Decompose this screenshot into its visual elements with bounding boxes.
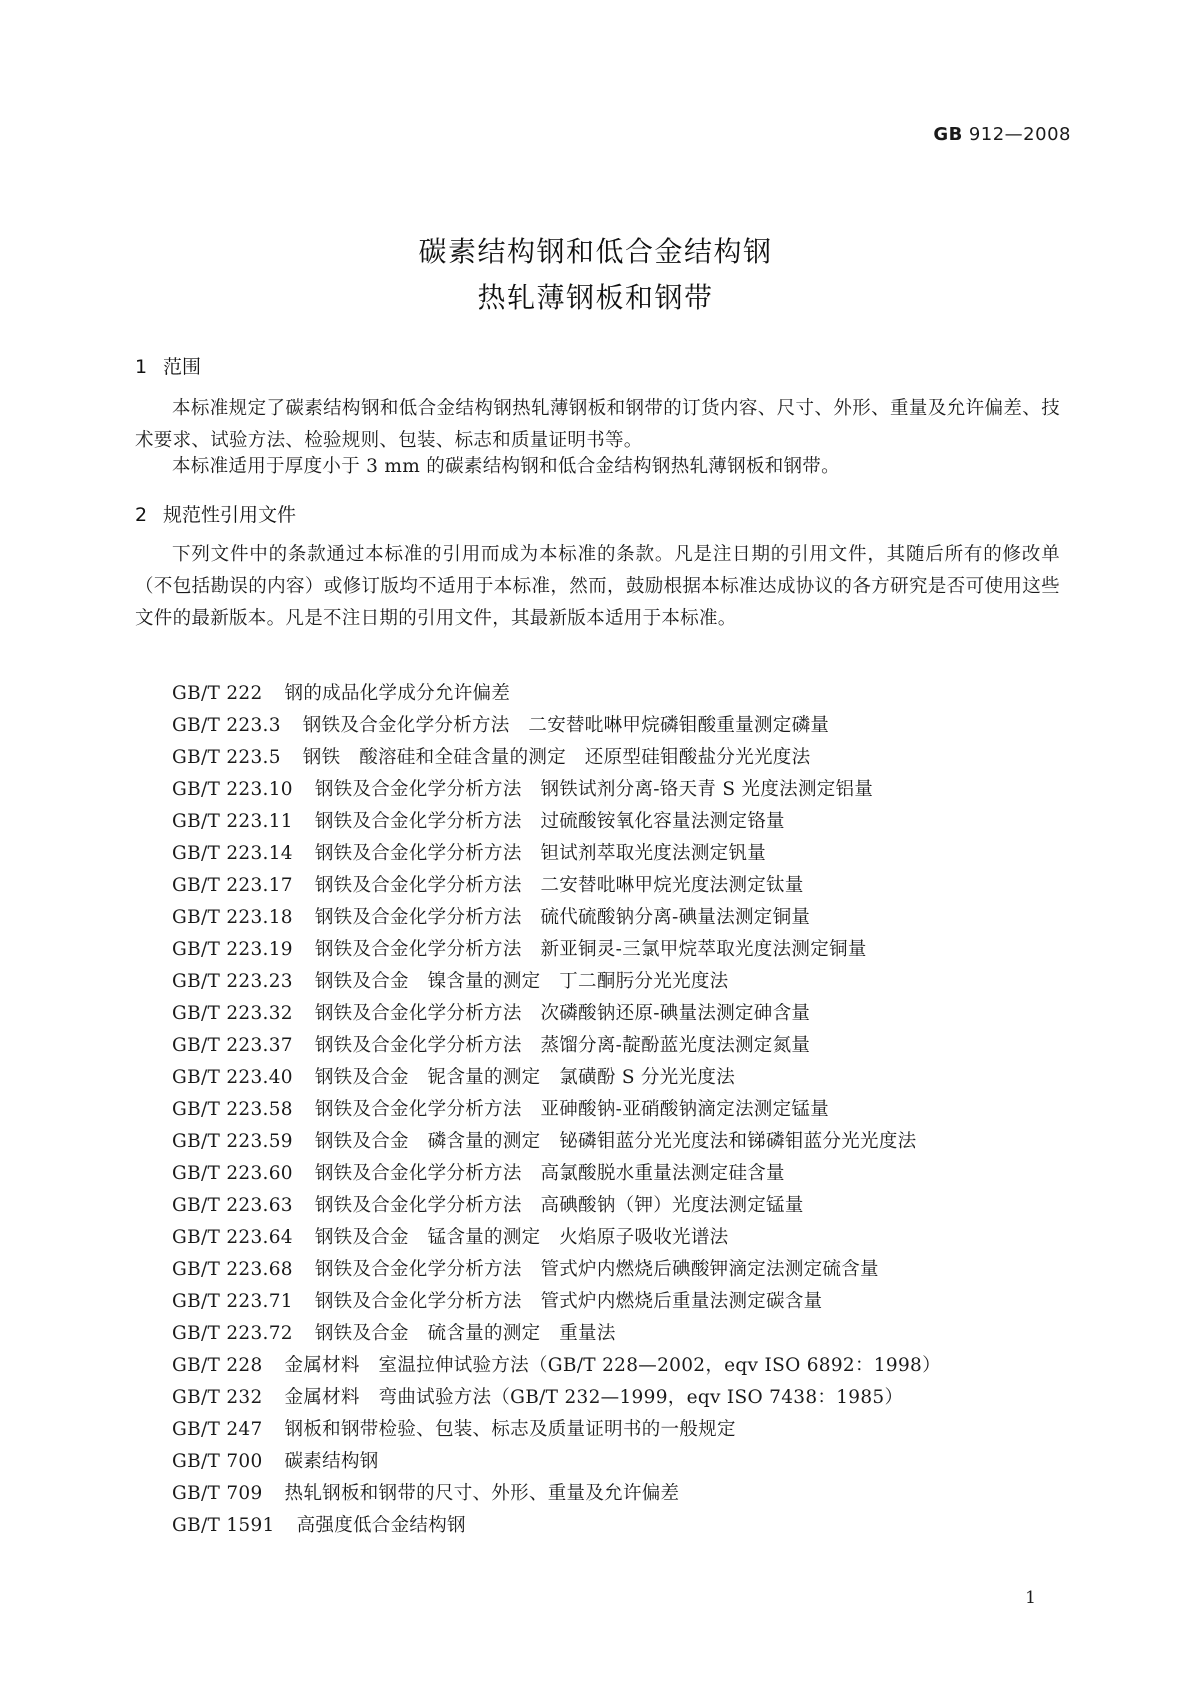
- reference-title: 金属材料 室温拉伸试验方法（GB/T 228—2002，eqv ISO 6892：1998）: [284, 1355, 941, 1376]
- reference-title: 钢铁及合金化学分析方法 硫代硫酸钠分离-碘量法测定铜量: [314, 907, 811, 928]
- scope-paragraph-1: 本标准规定了碳素结构钢和低合金结构钢热轧薄钢板和钢带的订货内容、尺寸、外形、重量及允许偏差、技术要求、试验方法、检验规则、包装、标志和质量证明书等。: [135, 398, 1060, 451]
- reference-title: 钢铁 酸溶硅和全硅含量的测定 还原型硅钼酸盐分光光度法: [302, 747, 811, 768]
- page-number: 1: [1025, 1588, 1036, 1608]
- reference-item: [172, 1030, 1072, 1062]
- reference-title: 钢铁及合金化学分析方法 次磷酸钠还原-碘量法测定砷含量: [314, 1003, 811, 1024]
- reference-item: [172, 1318, 1072, 1350]
- reference-title: 钢铁及合金化学分析方法 管式炉内燃烧后碘酸钾滴定法测定硫含量: [314, 1259, 879, 1280]
- reference-item: [172, 934, 1072, 966]
- reference-code: GB/T 223.59: [172, 1131, 293, 1152]
- reference-code: GB/T 223.63: [172, 1195, 293, 1216]
- reference-title: 高强度低合金结构钢: [296, 1515, 466, 1536]
- reference-item: [172, 710, 1072, 742]
- reference-title: 钢铁及合金化学分析方法 蒸馏分离-靛酚蓝光度法测定氮量: [314, 1035, 811, 1056]
- references-intro-paragraph: 下列文件中的条款通过本标准的引用而成为本标准的条款。凡是注日期的引用文件，其随后所有的修改单（不包括勘误的内容）或修订版均不适用于本标准，然而，鼓励根据本标准达成协议的各方研究是否可使用这些文件的最新版本。凡是不注日期的引用文件，其最新版本适用于本标准。: [135, 544, 1060, 629]
- reference-code: GB/T 228: [172, 1355, 263, 1376]
- reference-title: 钢铁及合金 铌含量的测定 氯磺酚 S 分光光度法: [314, 1067, 735, 1088]
- reference-code: GB/T 247: [172, 1419, 263, 1440]
- reference-title: 钢板和钢带检验、包装、标志及质量证明书的一般规定: [284, 1419, 736, 1440]
- reference-item: [172, 838, 1072, 870]
- reference-item: [172, 1286, 1072, 1318]
- reference-code: GB/T 223.14: [172, 843, 293, 864]
- reference-item: [172, 1094, 1072, 1126]
- reference-item: [172, 902, 1072, 934]
- reference-title: 碳素结构钢: [284, 1451, 379, 1472]
- reference-item: [172, 870, 1072, 902]
- reference-code: GB/T 223.5: [172, 747, 281, 768]
- reference-title: 钢铁及合金 磷含量的测定 铋磷钼蓝分光光度法和锑磷钼蓝分光光度法: [314, 1131, 917, 1152]
- reference-code: GB/T 223.71: [172, 1291, 293, 1312]
- reference-item: [172, 1478, 1072, 1510]
- reference-title: 钢铁及合金 硫含量的测定 重量法: [314, 1323, 616, 1344]
- reference-code: GB/T 223.17: [172, 875, 293, 896]
- reference-title: 钢铁及合金 镍含量的测定 丁二酮肟分光光度法: [314, 971, 729, 992]
- reference-title: 钢的成品化学成分允许偏差: [284, 683, 511, 704]
- reference-title: 金属材料 弯曲试验方法（GB/T 232—1999，eqv ISO 7438：1985）: [284, 1387, 904, 1408]
- reference-code: GB/T 223.68: [172, 1259, 293, 1280]
- reference-list: [172, 678, 1072, 1542]
- reference-code: GB/T 223.32: [172, 1003, 293, 1024]
- reference-item: [172, 678, 1072, 710]
- reference-item: [172, 1190, 1072, 1222]
- section-number: 2: [135, 504, 148, 526]
- section-heading-scope: [135, 352, 201, 379]
- standard-code: 912—2008: [968, 124, 1071, 145]
- reference-code: GB/T 232: [172, 1387, 263, 1408]
- reference-item: [172, 1254, 1072, 1286]
- reference-code: GB/T 700: [172, 1451, 263, 1472]
- reference-title: 钢铁及合金 锰含量的测定 火焰原子吸收光谱法: [314, 1227, 729, 1248]
- reference-code: GB/T 223.60: [172, 1163, 293, 1184]
- reference-code: GB/T 1591: [172, 1515, 275, 1536]
- reference-code: GB/T 223.40: [172, 1067, 293, 1088]
- reference-item: [172, 966, 1072, 998]
- reference-code: GB/T 223.37: [172, 1035, 293, 1056]
- section-title: 范围: [163, 356, 202, 378]
- reference-code: GB/T 223.18: [172, 907, 293, 928]
- reference-code: GB/T 223.10: [172, 779, 293, 800]
- reference-title: 热轧钢板和钢带的尺寸、外形、重量及允许偏差: [284, 1483, 680, 1504]
- reference-item: [172, 806, 1072, 838]
- reference-code: GB/T 223.23: [172, 971, 293, 992]
- reference-item: [172, 1222, 1072, 1254]
- reference-item: [172, 1350, 1072, 1382]
- reference-item: [172, 774, 1072, 806]
- reference-item: [172, 998, 1072, 1030]
- document-title-line-1: 碳素结构钢和低合金结构钢: [418, 235, 773, 268]
- section-number: 1: [135, 356, 148, 378]
- reference-title: 钢铁及合金化学分析方法 高氯酸脱水重量法测定硅含量: [314, 1163, 785, 1184]
- standard-prefix: GB: [933, 124, 963, 145]
- reference-code: GB/T 223.64: [172, 1227, 293, 1248]
- reference-title: 钢铁及合金化学分析方法 二安替吡啉甲烷磷钼酸重量测定磷量: [302, 715, 830, 736]
- reference-code: GB/T 222: [172, 683, 263, 704]
- reference-title: 钢铁及合金化学分析方法 钢铁试剂分离-铬天青 S 光度法测定铝量: [314, 779, 874, 800]
- reference-code: GB/T 223.11: [172, 811, 293, 832]
- reference-title: 钢铁及合金化学分析方法 过硫酸铵氧化容量法测定铬量: [314, 811, 785, 832]
- reference-title: 钢铁及合金化学分析方法 管式炉内燃烧后重量法测定碳含量: [314, 1291, 823, 1312]
- reference-item: [172, 1062, 1072, 1094]
- reference-title: 钢铁及合金化学分析方法 二安替吡啉甲烷光度法测定钛量: [314, 875, 804, 896]
- section-title: 规范性引用文件: [163, 504, 297, 526]
- section-heading-normative-references: [135, 500, 296, 527]
- reference-item: [172, 1126, 1072, 1158]
- reference-item: [172, 1414, 1072, 1446]
- reference-item: [172, 1158, 1072, 1190]
- reference-item: [172, 742, 1072, 774]
- reference-item: [172, 1510, 1072, 1542]
- scope-paragraph-2: 本标准适用于厚度小于 3 mm 的碳素结构钢和低合金结构钢热轧薄钢板和钢带。: [172, 456, 840, 477]
- reference-title: 钢铁及合金化学分析方法 亚砷酸钠-亚硝酸钠滴定法测定锰量: [314, 1099, 830, 1120]
- reference-code: GB/T 223.58: [172, 1099, 293, 1120]
- reference-code: GB/T 223.3: [172, 715, 281, 736]
- reference-item: [172, 1446, 1072, 1478]
- document-title-line-2: 热轧薄钢板和钢带: [477, 281, 714, 314]
- reference-title: 钢铁及合金化学分析方法 高碘酸钠（钾）光度法测定锰量: [314, 1195, 804, 1216]
- standard-number: [933, 124, 1071, 145]
- reference-title: 钢铁及合金化学分析方法 钽试剂萃取光度法测定钒量: [314, 843, 767, 864]
- reference-code: GB/T 709: [172, 1483, 263, 1504]
- reference-code: GB/T 223.19: [172, 939, 293, 960]
- reference-title: 钢铁及合金化学分析方法 新亚铜灵-三氯甲烷萃取光度法测定铜量: [314, 939, 867, 960]
- reference-item: [172, 1382, 1072, 1414]
- reference-code: GB/T 223.72: [172, 1323, 293, 1344]
